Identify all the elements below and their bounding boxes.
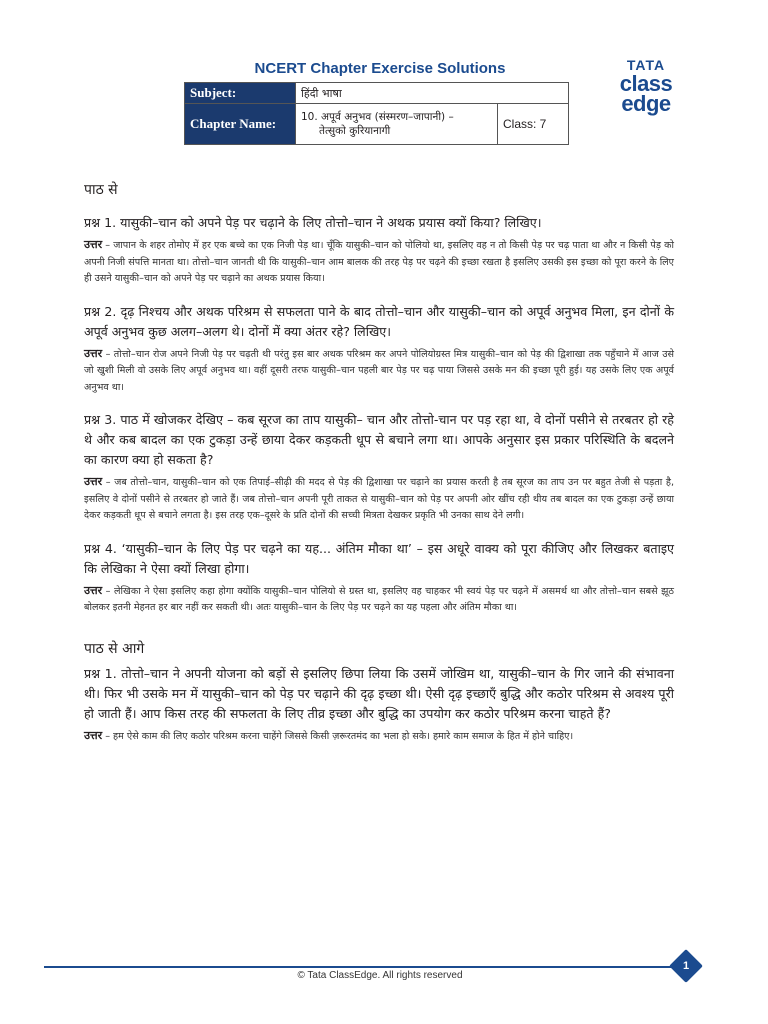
footer-divider — [44, 966, 684, 968]
question: प्रश्न 4. ‘यासुकी–चान के लिए पेड़ पर चढ़ने का यह... अंतिम मौका था’ – इस अधूरे वाक्य को पूरा कीजिए और लिखकर बताइए कि लेखिका ने ऐसा क्यों लिखा होगा। — [84, 540, 674, 576]
answer-text: – जब तोत्तो–चान, यासुकी–चान को एक तिपाई–सीढ़ी की मदद से पेड़ की द्विशाखा पर चढ़ाने का प्रयास करती है तब सूरज का ताप उन पर बहुत तेजी से पड़ता है, इसलिए वे दोनों पसीने से तरबतर हो जाते हैं। जब तोत्तो–चान अपनी पूरी ताकत से यासुकी–चान को पेड़ पर अपनी ओर खींच रही थीय तब बादल का एक टुकड़ा उन्हें छाया देकर कड़कती धूप से बचाने लगता है। इस तरह एक–दूसरे के प्रति दोनों की सच्ची मित्रता देखकर प्रकृति भी उनका साथ देने लगी। — [84, 477, 674, 521]
document-body — [84, 180, 674, 759]
document-title: NCERT Chapter Exercise Solutions — [254, 60, 506, 77]
answer-label: उत्तर — [84, 346, 103, 360]
chapter-name-line-2: तेत्सुको कुरियानागी — [319, 125, 391, 137]
logo-line-1: TATA — [626, 57, 666, 73]
logo-line-3: edge — [621, 91, 671, 116]
answer — [84, 474, 674, 525]
answer — [84, 346, 674, 397]
class-value: Class: 7 — [498, 104, 569, 145]
answer-label: उत्तर — [84, 238, 103, 251]
chapter-name-line-1: 10. अपूर्व अनुभव (संस्मरण–जापानी) – — [301, 111, 454, 123]
answer-label: उत्तर — [84, 475, 103, 488]
subject-value: हिंदी भाषा — [296, 83, 569, 104]
answer-label: उत्तर — [84, 583, 103, 597]
answer — [84, 237, 674, 288]
question: प्रश्न 2. दृढ़ निश्चय और अथक परिश्रम से सफलता पाने के बाद तोत्तो–चान और यासुकी–चान को अपूर्व अनुभव मिला, इन दोनों के अपूर्व अनुभव कुछ अलग–अलग थे। दोनों में क्या अंतर रहे? लिखिए। — [84, 303, 674, 339]
tata-classedge-logo — [606, 58, 686, 115]
question: प्रश्न 1. यासुकी–चान को अपने पेड़ पर चढ़ाने के लिए तोत्तो–चान ने अथक प्रयास क्यों किया? लिखिए। — [84, 215, 542, 230]
question: प्रश्न 3. पाठ में खोजकर देखिए – कब सूरज का ताप यासुकी– चान और तोत्तो-चान पर पड़ रहा था, वे दोनों पसीने से तरबतर हो रहे थे और कब बादल का एक टुकड़ा उन्हें छाया देकर कड़कती धूप से बचाने लगा था। आपके अनुसार इस प्रकार परिस्थिति के बदलने का कारण क्या हो सकता है? — [84, 412, 674, 467]
question: प्रश्न 1. तोत्तो–चान ने अपनी योजना को बड़ों से इसलिए छिपा लिया कि उसमें जोखिम था, यासुकी–चान के गिर जाने की संभावना थी। फिर भी उसके मन में यासुकी–चान को पेड़ पर चढ़ाने की दृढ़ इच्छा थी। ऐसी दृढ़ इच्छाएँ बुद्धि और कठोर परिश्रम से अवश्य पूरी हो जाती हैं। आप किस तरह की सफलता के लिए तीव्र इच्छा और बुद्धि का उपयोग कर कठोर परिश्रम करना चाहते हैं? — [84, 665, 674, 721]
subject-label: Subject: — [185, 83, 296, 104]
answer — [84, 583, 674, 617]
logo-line-2: class — [619, 71, 673, 96]
answer-text: – तोत्तो–चान रोज अपने निजी पेड़ पर चढ़ती थी परंतु इस बार अथक परिश्रम कर अपने पोलियोग्रस्त मित्र यासुकी–चान को पेड़ की द्विशाखा तक पहुँचाने में आज उसे जो खुशी मिली वो उसके लिए अपूर्व अनुभव था। वहीं दूसरी तरफ यासुकी–चान पहली बार पेड़ पर चढ़ पाया जिससे उसके मन की इच्छा पूरी हुई। यह उसके लिए एक अपूर्व अनुभव था। — [84, 348, 674, 393]
page-number: 1 — [682, 960, 690, 972]
section-heading: पाठ से आगे — [84, 640, 145, 657]
chapter-name-label: Chapter Name: — [185, 104, 296, 145]
answer-text: – लेखिका ने ऐसा इसलिए कहा होगा क्योंकि यासुकी–चान पोलियो से ग्रस्त था, इसलिए वह चाहकर भी स्वयं पेड़ पर चढ़ने में असमर्थ था और तोत्तो–चान सबसे झूठ बोलकर इतनी मेहनत हर बार नहीं कर सकती थी। अतः यासुकी–चान के लिए पेड़ पर चढ़ने का यह पहला और अंतिम मौका था। — [84, 585, 674, 613]
copyright-text: © Tata ClassEdge. All rights reserved — [297, 970, 463, 981]
answer — [84, 728, 674, 746]
section-heading: पाठ से — [84, 182, 118, 198]
chapter-info-table — [184, 82, 569, 145]
answer-text: – हम ऐसे काम की लिए कठोर परिश्रम करना चाहेंगे जिससे किसी ज़रूरतमंद का भला हो सके। हमारे काम समाज के हित में होने चाहिए। — [102, 730, 574, 742]
chapter-name-value — [296, 104, 498, 145]
answer-text: – जापान के शहर तोमोए में हर एक बच्चे का एक निजी पेड़ था। चूँकि यासुकी–चान को पोलियो था, इसलिए वह न तो किसी पेड़ पर चढ़ पाता था और न किसी पेड़ को अपनी निजी संपत्ति मानता था। तोत्तो–चान जानती थी कि यासुकी–चान आम बालक की तरह पेड़ पर चढ़ने की इच्छा रखता है इसलिए उसकी इस इच्छा को पूरा करने के लिए ही उसने यासुकी–चान को अपने पेड़ पर चढ़ाने का अथक प्रयास किया। — [84, 240, 674, 284]
answer-label: उत्तर — [84, 728, 103, 742]
